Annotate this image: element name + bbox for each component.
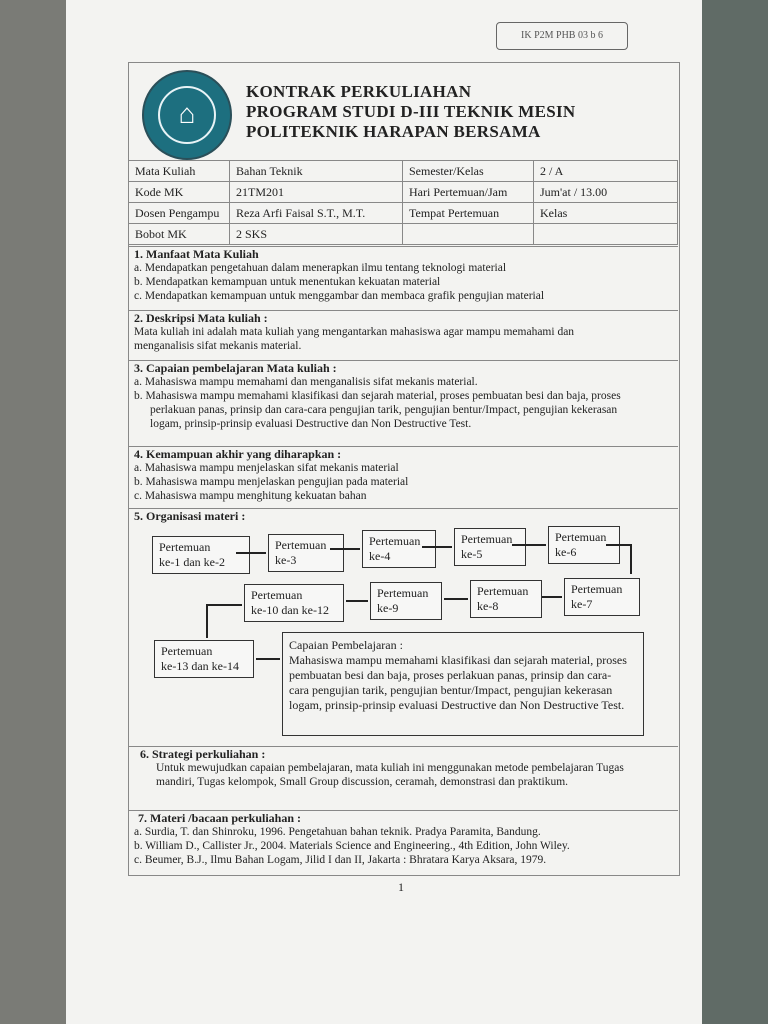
flow-arrow bbox=[346, 600, 368, 602]
flow-arrow bbox=[512, 544, 546, 546]
capaian-box: Capaian Pembelajaran : Mahasiswa mampu memahami klasifikasi dan sejarah material, proses pembuatan besi dan baja, proses perlakuan panas, prinsip dan cara- cara pengujian tarik, pengujian bentur/Impact, pengujian kekerasan logam, prinsip-prinsip evaluasi Destructive dan Non Destructive Test. bbox=[282, 632, 644, 736]
document-title: KONTRAK PERKULIAHAN PROGRAM STUDI D-III TEKNIK MESIN POLITEKNIK HARAPAN BERSAMA bbox=[246, 82, 576, 141]
flow-arrow bbox=[444, 598, 468, 600]
course-info-table: Mata Kuliah Bahan Teknik Semester/Kelas 2 / A Kode MK 21TM201 Hari Pertemuan/Jam Jum'at / 13.00 Dosen Pengampu Reza Arfi Faisal S.T., M.T. Tempat Pertemuan Kelas Bobot MK 2 SKS bbox=[128, 160, 678, 245]
flow-arrow bbox=[206, 604, 208, 638]
flow-arrow bbox=[206, 604, 242, 606]
section-manfaat: 1. Manfaat Mata Kuliah a. Mendapatkan pengetahuan dalam menerapkan ilmu tentang teknologi material b. Mendapatkan kemampuan untuk menentukan kekuatan material c. Mendapatkan kemampuan untuk menggambar dan membaca grafik pengujian material bbox=[128, 246, 678, 303]
page-number: 1 bbox=[398, 880, 404, 894]
institution-seal-icon: ⌂ bbox=[142, 70, 232, 160]
flow-arrow bbox=[630, 544, 632, 574]
flow-step-13-14: Pertemuan ke-13 dan ke-14 bbox=[154, 640, 254, 678]
flow-step-6: Pertemuan ke-6 bbox=[548, 526, 620, 564]
flow-step-3: Pertemuan ke-3 bbox=[268, 534, 344, 572]
flow-arrow bbox=[236, 552, 266, 554]
flow-arrow bbox=[606, 544, 632, 546]
section-deskripsi: 2. Deskripsi Mata kuliah : Mata kuliah ini adalah mata kuliah yang mengantarkan mahasiswa agar mampu memahami dan menganalisis sifat mekanis material. bbox=[128, 310, 678, 353]
flow-arrow bbox=[422, 546, 452, 548]
flow-step-5: Pertemuan ke-5 bbox=[454, 528, 526, 566]
section-capaian: 3. Capaian pembelajaran Mata kuliah : a. Mahasiswa mampu memahami dan menganalisis sifat mekanis material. b. Mahasiswa mampu memahami klasifikasi dan sejarah material, proses pembuatan besi dan baja, proses perlakuan panas, prinsip dan cara-cara pengujian tarik, pengujian bentur/Impact, pengujian kekerasan logam, prinsip-prinsip evaluasi Destructive dan Non Destructive Test. bbox=[128, 360, 678, 431]
right-background bbox=[702, 0, 768, 1024]
flow-step-10-12: Pertemuan ke-10 dan ke-12 bbox=[244, 584, 344, 622]
flow-arrow bbox=[330, 548, 360, 550]
document-code-box: IK P2M PHB 03 b 6 bbox=[496, 22, 628, 50]
section-organisasi: 5. Organisasi materi : bbox=[128, 508, 678, 747]
flow-step-4: Pertemuan ke-4 bbox=[362, 530, 436, 568]
section-kemampuan: 4. Kemampuan akhir yang diharapkan : a. Mahasiswa mampu menjelaskan sifat mekanis material b. Mahasiswa mampu menjelaskan pengujian pada material c. Mahasiswa mampu menghitung kekuatan bahan bbox=[128, 446, 678, 503]
flow-arrow bbox=[256, 658, 280, 660]
section-materi: 7. Materi /bacaan perkuliahan : a. Surdia, T. dan Shinroku, 1996. Pengetahuan bahan teknik. Pradya Paramita, Bandung. b. William D., Callister Jr., 2004. Materials Science and Engineering., 4th Edition, John Wiley. c. Beumer, B.J., Ilmu Bahan Logam, Jilid I dan II, Jakarta : Bhratara Karya Aksara, 1979. bbox=[128, 810, 678, 875]
left-background bbox=[0, 0, 66, 1024]
section-strategi: 6. Strategi perkuliahan : Untuk mewujudkan capaian pembelajaran, mata kuliah ini menggunakan metode pembelajaran Tugas mandiri, Tugas kelompok, Small Group discussion, ceramah, demonstrasi dan praktikum. bbox=[128, 746, 678, 805]
flow-step-8: Pertemuan ke-8 bbox=[470, 580, 542, 618]
flow-arrow bbox=[542, 596, 562, 598]
flow-step-9: Pertemuan ke-9 bbox=[370, 582, 442, 620]
flow-step-7: Pertemuan ke-7 bbox=[564, 578, 640, 616]
flow-step-1: Pertemuan ke-1 dan ke-2 bbox=[152, 536, 250, 574]
